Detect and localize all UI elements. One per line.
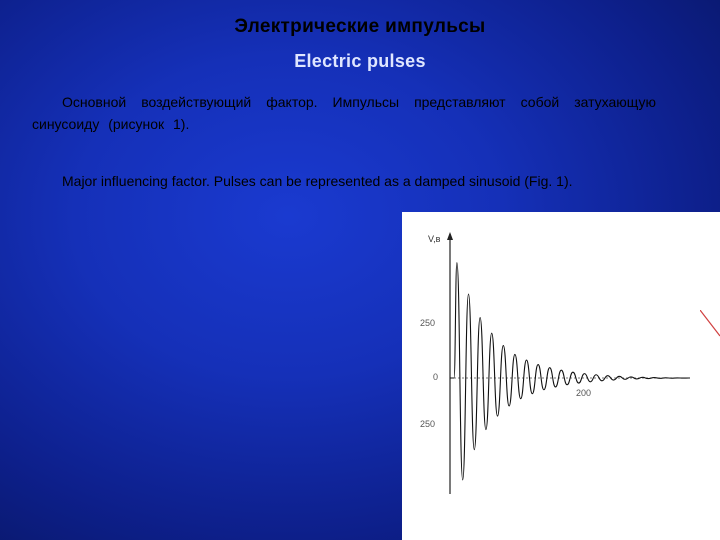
x-tick-label: 200 [576,388,592,398]
damped-sinusoid-figure [402,212,720,540]
y-tick-label-bottom: 250 [420,419,436,429]
slide-subtitle: Electric pulses [294,51,426,71]
paragraph-english: Major influencing factor. Pulses can be represented as a damped sinusoid (Fig. 1). [62,173,573,189]
paragraph-russian: Основной воздействующий фактор. Импульсы представляют собой затухающую синусоиду (рисунок 1). [32,94,656,132]
y-axis-label: V,в [428,234,441,244]
series-line-0 [450,263,690,480]
y-tick-label-top: 250 [420,318,436,328]
decorative-line [700,310,720,340]
slide-title: Электрические импульсы [234,16,486,37]
y-axis-arrow [447,232,453,240]
series-group [450,263,690,480]
damped-sinusoid-chart [402,212,720,540]
y-tick-label-zero: 0 [433,372,439,382]
